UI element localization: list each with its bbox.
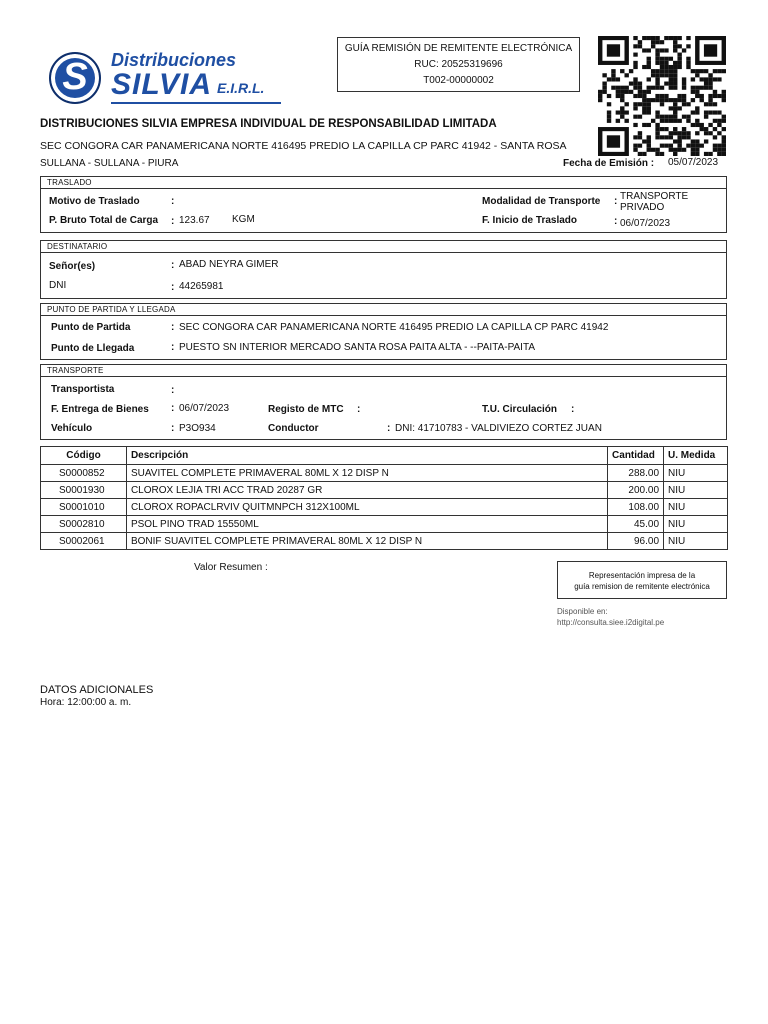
- document-title: GUÍA REMISIÓN DE REMITENTE ELECTRÓNICA: [344, 43, 573, 54]
- peso-label: P. Bruto Total de Carga: [49, 215, 159, 226]
- cell-code: S0002810: [41, 516, 127, 533]
- cell-code: S0002061: [41, 533, 127, 550]
- conductor-label: Conductor: [268, 423, 319, 434]
- transportista-label: Transportista: [51, 384, 115, 395]
- available-at: [557, 606, 664, 628]
- document-ruc: RUC: 20525319696: [414, 59, 503, 70]
- llegada-value: PUESTO SN INTERIOR MERCADO SANTA ROSA PAITA ALTA - --PAITA-PAITA: [179, 342, 535, 353]
- section-title-destinatario: DESTINATARIO: [41, 241, 726, 253]
- cell-unit: NIU: [664, 499, 728, 516]
- mtc-colon: :: [357, 404, 361, 415]
- logo-suffix: E.I.R.L.: [217, 80, 265, 96]
- entrega-value: 06/07/2023: [179, 403, 230, 414]
- modalidad-value-1: TRANSPORTE: [620, 191, 689, 202]
- llegada-colon: :: [171, 342, 175, 353]
- mtc-label: Registo de MTC: [268, 404, 344, 415]
- doc-colon: :: [171, 282, 175, 293]
- company-address: SEC CONGORA CAR PANAMERICANA NORTE 416495 PREDIO LA CAPILLA CP PARC 41942 - SANTA ROSA: [40, 140, 567, 152]
- tu-colon: :: [571, 404, 575, 415]
- peso-colon: :: [171, 216, 175, 227]
- representation-box: [557, 561, 727, 599]
- senor-value: ABAD NEYRA GIMER: [179, 259, 279, 270]
- logo-underline: [111, 102, 281, 104]
- cell-qty: 108.00: [608, 499, 664, 516]
- header-code: Código: [41, 447, 127, 465]
- cell-code: S0001930: [41, 482, 127, 499]
- partida-value: SEC CONGORA CAR PANAMERICANA NORTE 416495 PREDIO LA CAPILLA CP PARC 41942: [179, 322, 609, 333]
- modalidad-value-2: PRIVADO: [620, 202, 665, 213]
- vehiculo-colon: :: [171, 423, 175, 434]
- cell-qty: 45.00: [608, 516, 664, 533]
- section-title-partida: PUNTO DE PARTIDA Y LLEGADA: [41, 304, 726, 316]
- cell-qty: 288.00: [608, 465, 664, 482]
- cell-code: S0001010: [41, 499, 127, 516]
- valor-resumen-label: Valor Resumen :: [194, 562, 268, 573]
- doc-label: DNI: [49, 280, 67, 291]
- inicio-colon: :: [614, 216, 618, 227]
- additional-data-title: DATOS ADICIONALES: [40, 684, 154, 696]
- doc-value: 44265981: [179, 281, 224, 292]
- llegada-label: Punto de Llegada: [51, 343, 135, 354]
- cell-unit: NIU: [664, 482, 728, 499]
- cell-desc: SUAVITEL COMPLETE PRIMAVERAL 80ML X 12 DISP N: [126, 465, 607, 482]
- table-row: [41, 482, 728, 499]
- qr-code-icon: [598, 36, 726, 156]
- items-table: [40, 446, 728, 550]
- motivo-colon: :: [171, 196, 175, 207]
- header-unit: U. Medida: [664, 447, 728, 465]
- header-desc: Descripción: [126, 447, 607, 465]
- logo-s-emblem: S: [49, 52, 101, 104]
- company-city: SULLANA - SULLANA - PIURA: [40, 158, 179, 169]
- document-header-box: [337, 37, 580, 92]
- section-destinatario: [40, 240, 727, 299]
- section-partida-llegada: [40, 303, 727, 360]
- senor-colon: :: [171, 260, 175, 271]
- inicio-label: F. Inicio de Traslado: [482, 215, 578, 226]
- modalidad-label: Modalidad de Transporte: [482, 196, 601, 207]
- emission-date-label: Fecha de Emisión :: [563, 158, 655, 169]
- additional-data-hour: Hora: 12:00:00 a. m.: [40, 697, 132, 708]
- table-row: [41, 533, 728, 550]
- logo-bottom-text: SILVIA: [111, 68, 213, 101]
- table-row: [41, 516, 728, 533]
- modalidad-colon: :: [614, 196, 618, 207]
- document-number: T002-00000002: [423, 75, 494, 86]
- section-transporte: [40, 364, 727, 440]
- representation-line-1: Representación impresa de la: [588, 571, 696, 580]
- table-row: [41, 499, 728, 516]
- entrega-colon: :: [171, 403, 175, 414]
- company-logo: [45, 50, 285, 106]
- header-qty: Cantidad: [608, 447, 664, 465]
- partida-colon: :: [171, 322, 175, 333]
- representation-line-2: guía remision de remitente electrónica: [574, 582, 710, 591]
- peso-value: 123.67: [179, 215, 210, 226]
- motivo-label: Motivo de Traslado: [49, 196, 140, 207]
- cell-desc: CLOROX ROPACLRVIV QUITMNPCH 312X100ML: [126, 499, 607, 516]
- company-name: DISTRIBUCIONES SILVIA EMPRESA INDIVIDUAL DE RESPONSABILIDAD LIMITADA: [40, 118, 497, 130]
- section-traslado: [40, 176, 727, 233]
- available-label: Disponible en:: [557, 607, 608, 616]
- cell-unit: NIU: [664, 465, 728, 482]
- cell-code: S0000852: [41, 465, 127, 482]
- logo-top-text: Distribuciones: [111, 50, 237, 70]
- inicio-value: 06/07/2023: [620, 218, 671, 229]
- peso-unit: KGM: [232, 214, 255, 225]
- cell-unit: NIU: [664, 516, 728, 533]
- cell-qty: 200.00: [608, 482, 664, 499]
- cell-desc: CLOROX LEJIA TRI ACC TRAD 20287 GR: [126, 482, 607, 499]
- cell-qty: 96.00: [608, 533, 664, 550]
- cell-desc: PSOL PINO TRAD 15550ML: [126, 516, 607, 533]
- conductor-colon: :: [387, 423, 391, 434]
- entrega-label: F. Entrega de Bienes: [51, 404, 149, 415]
- cell-desc: BONIF SUAVITEL COMPLETE PRIMAVERAL 80ML X 12 DISP N: [126, 533, 607, 550]
- available-url[interactable]: http://consulta.siee.i2digital.pe: [557, 618, 665, 627]
- emission-date-value: 05/07/2023: [668, 157, 719, 168]
- transportista-colon: :: [171, 385, 175, 396]
- table-row: [41, 465, 728, 482]
- vehiculo-label: Vehículo: [51, 423, 93, 434]
- section-title-transporte: TRANSPORTE: [41, 365, 726, 377]
- section-title-traslado: TRASLADO: [41, 177, 726, 189]
- vehiculo-value: P3O934: [179, 423, 216, 434]
- tu-label: T.U. Circulación: [482, 404, 558, 415]
- cell-unit: NIU: [664, 533, 728, 550]
- conductor-value: DNI: 41710783 - VALDIVIEZO CORTEZ JUAN: [395, 423, 602, 434]
- partida-label: Punto de Partida: [51, 322, 131, 333]
- senor-label: Señor(es): [49, 261, 96, 272]
- table-header-row: [41, 447, 728, 465]
